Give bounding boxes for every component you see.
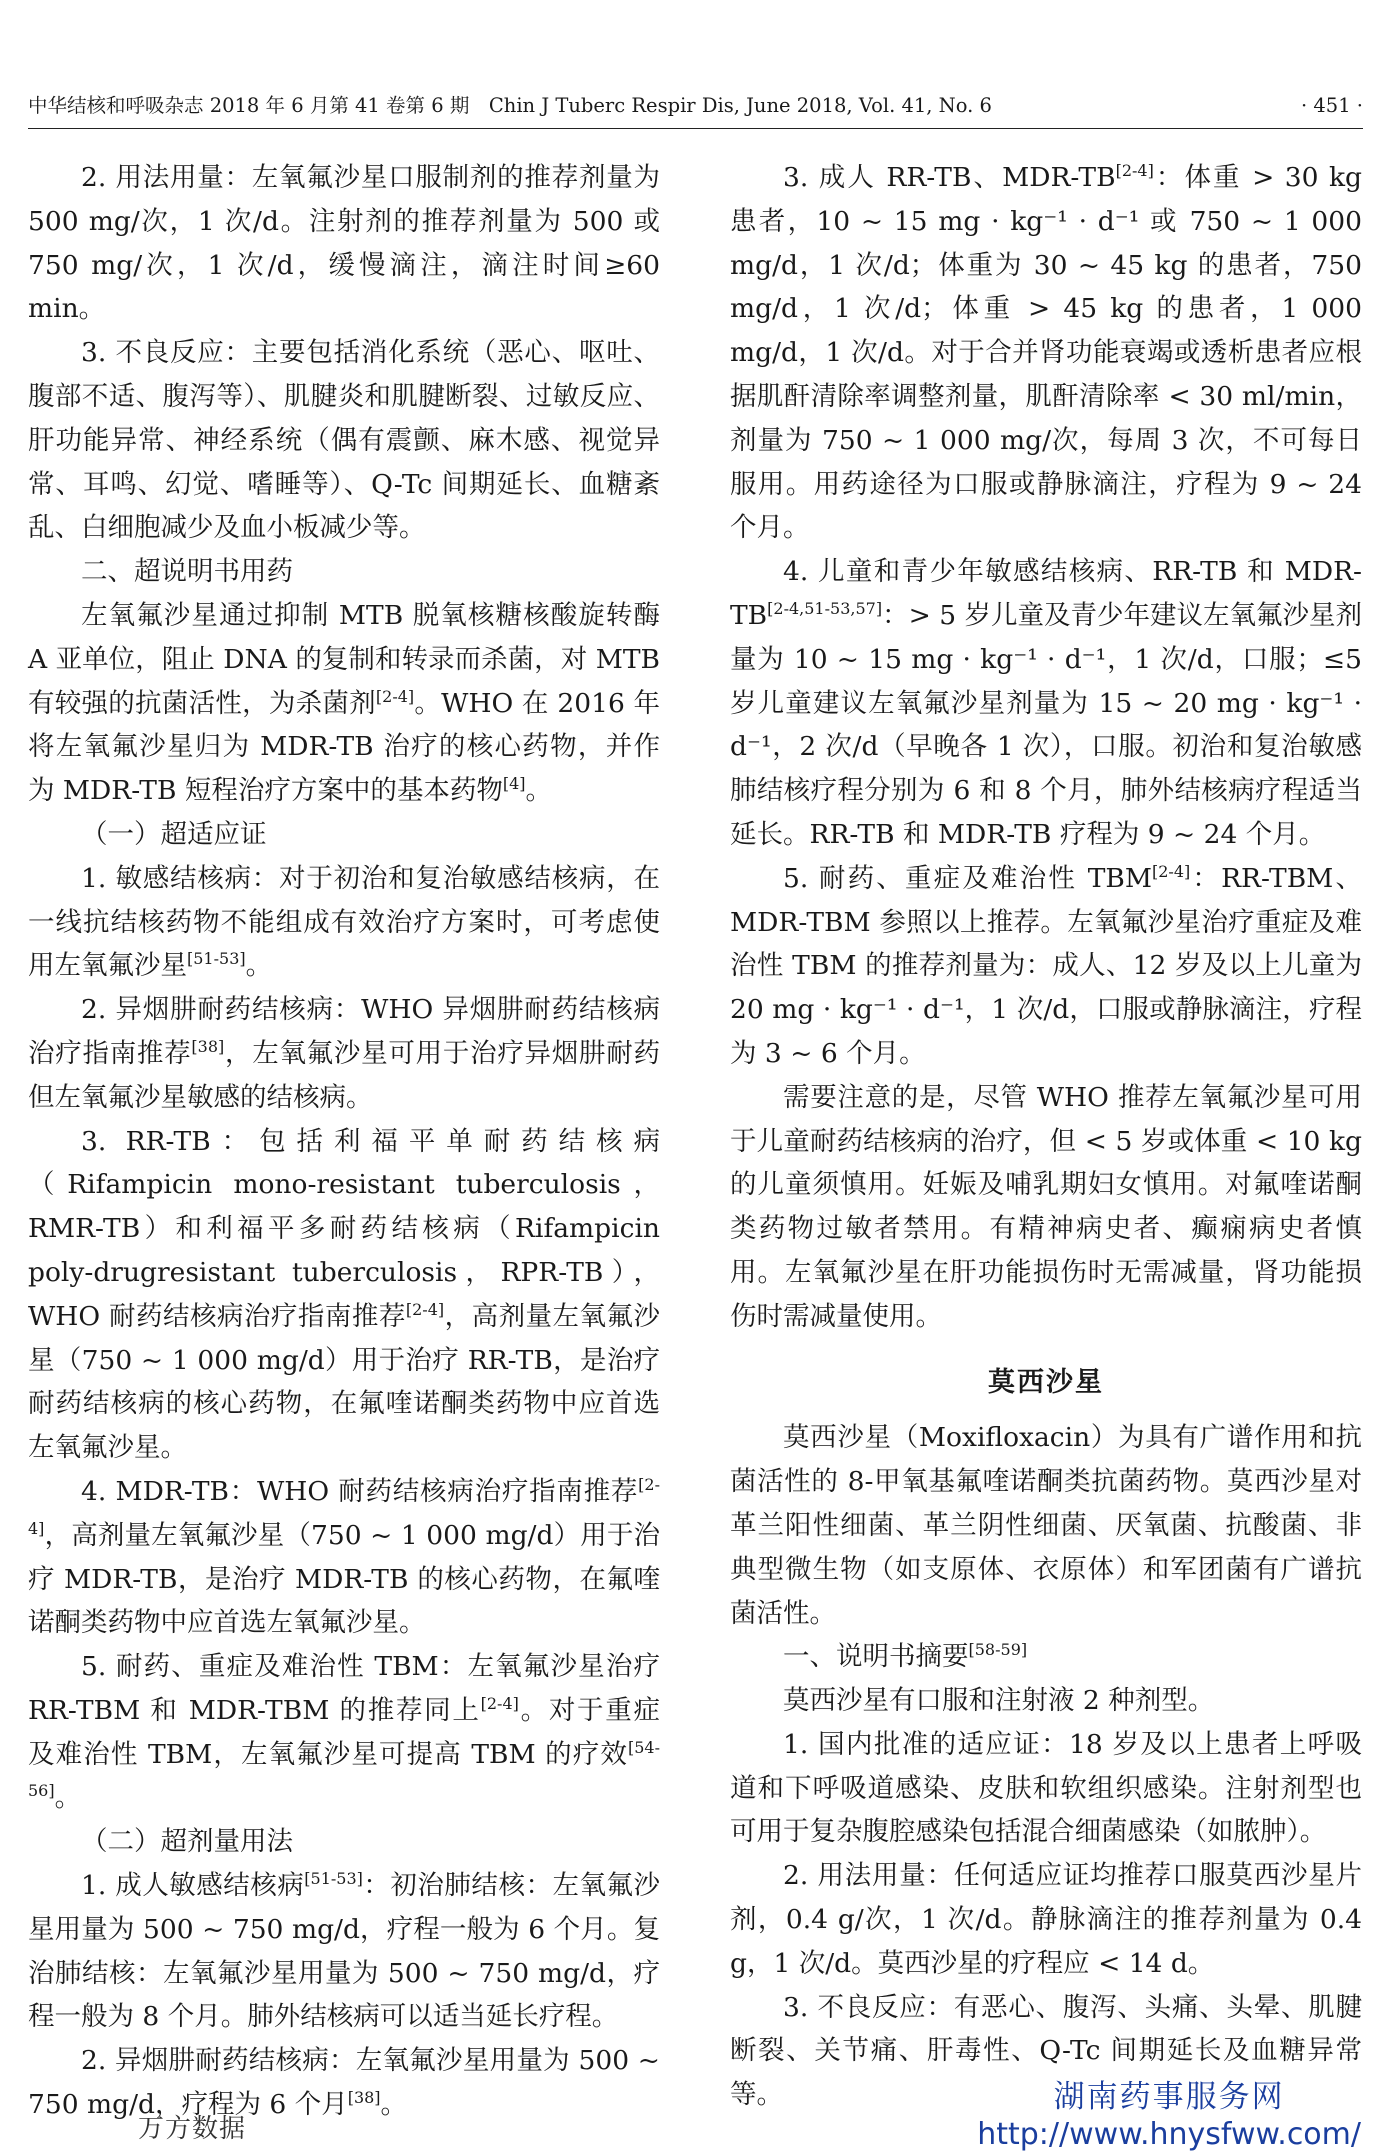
citation-ref: [2-4] [480,1693,519,1713]
citation-ref: [38] [191,1036,225,1056]
paragraph-text: 5. 耐药、重症及难治性 TBM [783,862,1152,894]
left-paragraph [28,1820,660,1864]
left-paragraph [28,550,660,594]
left-paragraph [28,331,660,550]
paragraph-text: 3. 不良反应：有恶心、腹泻、头痛、头晕、肌腱断裂、关节痛、肝毒性、Q-Tc 间期延长及血糖异常等。 [730,1991,1362,2111]
paragraph-text: 1. 敏感结核病：对于初治和复治敏感结核病，在一线抗结核药物不能组成有效治疗方案时，可考虑使用左氧氟沙星 [28,862,660,982]
paragraph-text: 。 [54,1782,82,1814]
paragraph-text: 2. 用法用量：任何适应证均推荐口服莫西沙星片剂，0.4 g/次，1 次/d。静脉滴注的推荐剂量为 0.4 g，1 次/d。莫西沙星的疗程应 < 14 d。 [730,1860,1362,1979]
citation-ref: [2-4] [405,1299,445,1319]
site-watermark [977,2078,1361,2154]
left-paragraph [28,1120,660,1470]
paragraph-text: 一、说明书摘要 [783,1641,969,1673]
page-number: · 451 · [1300,94,1363,117]
citation-ref: [2-4] [1115,161,1154,180]
paragraph-text: 2. 异烟肼耐药结核病：WHO 异烟肼耐药结核病治疗指南推荐 [28,994,660,1069]
paragraph-text: 需要注意的是，尽管 WHO 推荐左氧氟沙星可用于儿童耐药结核病的治疗，但 < 5 岁或体重 < 10 kg 的儿童须慎用。妊娠及哺乳期妇女慎用。对氟喹诺酮类药物过敏者禁用。有精神病史者、癫痫病史者慎用。左氧氟沙星在肝功能损伤时无需减量，肾功能损伤时需减量使用。 [730,1081,1362,1332]
left-paragraph [28,1864,660,2039]
citation-ref: [2-4] [1151,861,1191,881]
paragraph-text: 3. 成人 RR-TB、MDR-TB [783,162,1116,193]
right-column-top [730,156,1362,1339]
right-column [730,156,1362,2117]
citation-ref: [38] [347,2088,381,2108]
right-paragraph [730,1854,1362,1985]
running-header [28,90,1363,122]
journal-citation: 中华结核和呼吸杂志 2018 年 6 月第 41 卷第 6 期 Chin J Tuberc Respir Dis, June 2018, Vol. 41, No. 6 [28,94,992,117]
paragraph-text: ：体重 > 30 kg 患者，10 ~ 15 mg · kg⁻¹ · d⁻¹ 或 750 ~ 1 000 mg/d，1 次/d；体重为 30 ~ 45 kg 的患者，750 mg/d，1 次/d；体重 > 45 kg 的患者，1 000 mg/d，1 次/d。对于合并肾功能衰竭或透析患者应根据肌酐清除率调整剂量，肌酐清除率 < 30 ml/min，剂量为 750 ~ 1 000 mg/次，每周 3 次，不可每日服用。用药途径为口服或静脉滴注，疗程为 9 ~ 24 个月。 [730,162,1362,544]
citation-ref: [51-53] [187,949,246,969]
citation-ref: [2-4,51-53,57] [767,598,883,618]
paragraph-text: 3. RR-TB：包括利福平单耐药结核病（Rifampicin mono-resistant tuberculosis，RMR-TB）和利福平多耐药结核病（Rifampicin poly-drugresistant tuberculosis，RPR-TB），WHO 耐药结核病治疗指南推荐 [28,1125,660,1332]
paragraph-text: 。 [380,2089,408,2121]
paragraph-text: ，高剂量左氧氟沙星（750 ~ 1 000 mg/d）用于治疗 RR-TB，是治疗耐药结核病的核心药物，在氟喹诺酮类药物中应首选左氧氟沙星。 [28,1300,661,1464]
left-paragraph [28,2039,660,2127]
right-paragraph [730,857,1362,1076]
right-paragraph [730,1679,1362,1723]
paragraph-text: ：RR-TBM、MDR-TBM 参照以上推荐。左氧氟沙星治疗重症及难治性 TBM 的推荐剂量为：成人、12 岁及以上儿童为 20 mg · kg⁻¹ · d⁻¹，1 次/d，口服或静脉滴注，疗程为 3 ~ 6 个月。 [730,862,1362,1069]
right-paragraph [730,1076,1362,1339]
paragraph-text: 1. 成人敏感结核病 [81,1870,305,1902]
left-paragraph [28,988,660,1119]
paragraph-text: 4. MDR-TB：WHO 耐药结核病治疗指南推荐 [81,1475,639,1507]
section-title-moxifloxacin: 莫西沙星 [988,1366,1104,1398]
left-paragraph [28,1470,660,1645]
paragraph-text: 。 [245,950,273,982]
left-paragraph [28,813,660,857]
paragraph-text: 2. 异烟肼耐药结核病：左氧氟沙星用量为 500 ~ 750 mg/d，疗程为 6 个月 [28,2045,660,2121]
paragraph-text: ：> 5 岁儿童及青少年建议左氧氟沙星剂量为 10 ~ 15 mg · kg⁻¹ · d⁻¹，1 次/d，口服；≤5 岁儿童建议左氧氟沙星剂量为 15 ~ 20 mg · kg⁻¹ · d⁻¹，2 次/d（早晚各 1 次），口服。初治和复治敏感肺结核疗程分别为 6 和 8 个月，肺外结核病疗程适当延长。RR-TB 和 MDR-TB 疗程为 9 ~ 24 个月。 [730,599,1362,850]
paragraph-text: ：初治肺结核：左氧氟沙星用量为 500 ~ 750 mg/d，疗程一般为 6 个月。复治肺结核：左氧氟沙星用量为 500 ~ 750 mg/d，疗程一般为 8 个月。肺外结核病可以适当延长疗程。 [28,1870,660,2033]
citation-ref: [4] [502,774,526,794]
right-paragraph [730,1635,1362,1679]
paragraph-text: 5. 耐药、重症及难治性 TBM：左氧氟沙星治疗 RR-TBM 和 MDR-TBM 的推荐同上 [28,1651,660,1726]
citation-ref: [58-59] [968,1640,1028,1660]
left-paragraph [28,1645,660,1820]
paragraph-text: （一）超适应证 [81,818,267,850]
right-paragraph [730,550,1362,857]
right-paragraph [730,156,1362,550]
wanfang-data-mark: 万方数据 [138,2114,247,2144]
paragraph-text: 。 [525,775,553,807]
citation-ref: [2-4] [375,686,415,706]
left-paragraph [28,857,660,988]
left-column [28,156,660,2127]
watermark-url: http://www.hnysfww.com/ [977,2117,1361,2152]
paragraph-text: 2. 用法用量：左氧氟沙星口服制剂的推荐剂量为 500 mg/次，1 次/d。注射剂的推荐剂量为 500 或 750 mg/次，1 次/d，缓慢滴注，滴注时间≥60 min。 [28,162,660,325]
paragraph-text: 1. 国内批准的适应证：18 岁及以上患者上呼吸道和下呼吸道感染、皮肤和软组织感染。注射剂型也可用于复杂腹腔感染包括混合细菌感染（如脓肿）。 [730,1728,1362,1848]
watermark-site-name: 湖南药事服务网 [1053,2079,1285,2115]
citation-ref: [54-56] [28,1737,660,1801]
left-paragraph [28,594,660,813]
paragraph-text: 莫西沙星（Moxifloxacin）为具有广谱作用和抗菌活性的 8-甲氧基氟喹诺酮类抗菌药物。莫西沙星对革兰阳性细菌、革兰阴性细菌、厌氧菌、抗酸菌、非典型微生物（如支原体、衣原体）和军团菌有广谱抗菌活性。 [730,1422,1362,1629]
paragraph-text: 。WHO 在 2016 年将左氧氟沙星归为 MDR-TB 治疗的核心药物，并作为 MDR-TB 短程治疗方案中的基本药物 [28,687,660,807]
paragraph-text: ，左氧氟沙星可用于治疗异烟肼耐药但左氧氟沙星敏感的结核病。 [28,1037,660,1113]
right-paragraph [730,1723,1362,1854]
header-rule [28,128,1363,129]
citation-ref: [51-53] [304,1869,363,1889]
left-paragraph [28,156,660,331]
paragraph-text: 4. 儿童和青少年敏感结核病、RR-TB 和 MDR-TB [730,556,1362,631]
paragraph-text: 莫西沙星有口服和注射液 2 种剂型。 [783,1685,1215,1717]
paragraph-text: 左氧氟沙星通过抑制 MTB 脱氧核糖核酸旋转酶 A 亚单位，阻止 DNA 的复制和转录而杀菌，对 MTB 有较强的抗菌活性，为杀菌剂 [28,599,660,719]
right-paragraph [730,1416,1362,1635]
paragraph-text: 3. 不良反应：主要包括消化系统（恶心、呕吐、腹部不适、腹泻等）、肌腱炎和肌腱断裂、过敏反应、肝功能异常、神经系统（偶有震颤、麻木感、视觉异常、耳鸣、幻觉、嗜睡等）、Q-Tc 间期延长、血糖紊乱、白细胞减少及血小板减少等。 [28,337,660,544]
paragraph-text: 二、超说明书用药 [81,556,293,588]
citation-ref: [2-4] [28,1474,660,1538]
paragraph-text: 。对于重症及难治性 TBM，左氧氟沙星可提高 TBM 的疗效 [28,1694,660,1770]
paragraph-text: （二）超剂量用法 [81,1826,293,1858]
right-column-bottom [730,1416,1362,2117]
paragraph-text: ，高剂量左氧氟沙星（750 ~ 1 000 mg/d）用于治疗 MDR-TB，是治疗 MDR-TB 的核心药物，在氟喹诺酮类药物中应首选左氧氟沙星。 [28,1519,660,1639]
